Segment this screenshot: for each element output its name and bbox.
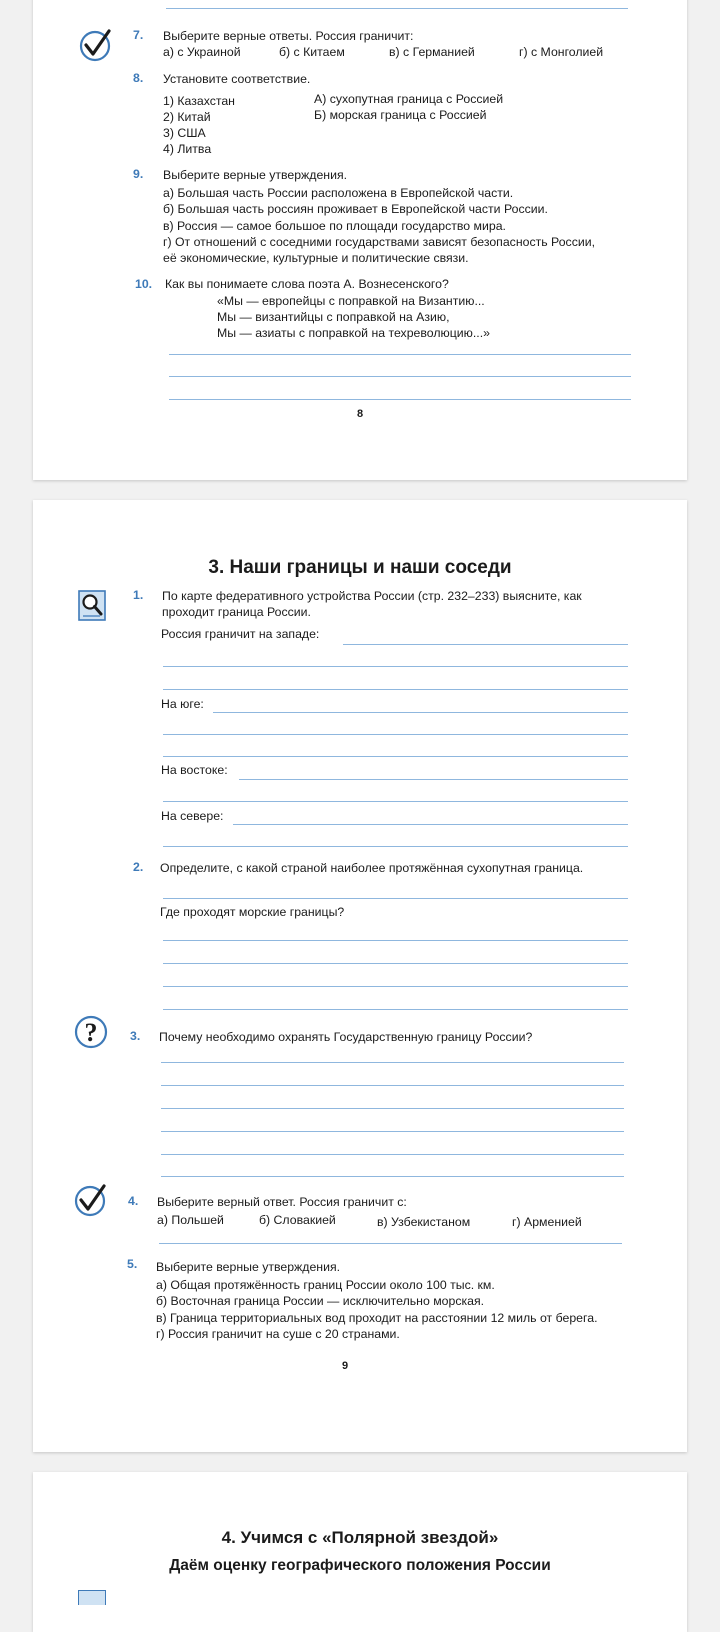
- question-circle-icon: [74, 1015, 108, 1049]
- answer-line[interactable]: [169, 399, 631, 400]
- prompt-east: На востоке:: [161, 763, 228, 777]
- checkmark-circle-icon: [73, 1182, 109, 1218]
- question-text: Как вы понимаете слова поэта А. Вознесенского?: [165, 277, 449, 291]
- question-number: 1.: [133, 588, 144, 602]
- question-text: Установите соответствие.: [163, 72, 311, 86]
- answer-line[interactable]: [161, 1131, 624, 1132]
- workbook-page-10: [33, 1472, 687, 1632]
- answer-option[interactable]: г) Арменией: [512, 1215, 582, 1229]
- match-left-item: 2) Китай: [163, 110, 211, 124]
- workbook-page-8: [33, 0, 687, 480]
- prompt-south: На юге:: [161, 697, 204, 711]
- answer-line[interactable]: [163, 986, 628, 987]
- poem-line: «Мы — европейцы с поправкой на Византию...: [217, 294, 485, 308]
- svg-text:?: ?: [84, 1018, 98, 1047]
- answer-option[interactable]: б) с Китаем: [279, 45, 345, 59]
- answer-line[interactable]: [159, 1243, 622, 1244]
- match-right-item: А) сухопутная граница с Россией: [314, 92, 504, 106]
- answer-line[interactable]: [163, 801, 628, 802]
- answer-line[interactable]: [163, 1009, 628, 1010]
- question-text: Определите, с какой страной наиболее протяжённая сухопутная граница.: [160, 861, 584, 875]
- match-left-item: 4) Литва: [163, 142, 212, 156]
- section-title: 3. Наши границы и наши соседи: [208, 557, 512, 578]
- question-text: Выберите верные утверждения.: [163, 168, 348, 182]
- statement[interactable]: г) От отношений с соседними государствами зависят безопасность России,: [163, 235, 595, 249]
- prompt-north: На севере:: [161, 809, 224, 823]
- question-subtext: Где проходят морские границы?: [160, 905, 345, 919]
- question-number: 8.: [133, 71, 144, 85]
- statement: её экономические, культурные и политические связи.: [163, 251, 469, 265]
- statement[interactable]: а) Общая протяжённость границ России около 100 тыс. км.: [156, 1278, 495, 1292]
- answer-line[interactable]: [161, 1154, 624, 1155]
- answer-line[interactable]: [169, 376, 631, 377]
- question-text: Выберите верные утверждения.: [156, 1260, 341, 1274]
- question-text: По карте федеративного устройства России (стр. 232–233) выясните, как: [162, 589, 582, 603]
- prompt-west: Россия граничит на западе:: [161, 627, 320, 641]
- poem-line: Мы — византийцы с поправкой на Азию,: [217, 310, 450, 324]
- statement[interactable]: а) Большая часть России расположена в Европейской части.: [163, 186, 514, 200]
- answer-line[interactable]: [213, 712, 628, 713]
- answer-option[interactable]: а) Польшей: [157, 1213, 224, 1227]
- answer-option[interactable]: г) с Монголией: [519, 45, 604, 59]
- answer-line[interactable]: [163, 689, 628, 690]
- answer-line[interactable]: [163, 666, 628, 667]
- match-right-item: Б) морская граница с Россией: [314, 108, 487, 122]
- question-text: Выберите верные ответы. Россия граничит:: [163, 29, 414, 43]
- answer-line[interactable]: [169, 354, 631, 355]
- answer-line[interactable]: [163, 734, 628, 735]
- match-left-item: 3) США: [163, 126, 206, 140]
- question-number: 10.: [135, 277, 153, 291]
- answer-line[interactable]: [166, 8, 628, 9]
- question-text: Выберите верный ответ. Россия граничит с:: [157, 1195, 407, 1209]
- answer-line[interactable]: [163, 898, 628, 899]
- answer-line[interactable]: [343, 644, 628, 645]
- map-icon: [78, 1590, 106, 1605]
- answer-line[interactable]: [239, 779, 628, 780]
- match-left-item: 1) Казахстан: [163, 94, 235, 108]
- checkmark-circle-icon: [78, 27, 114, 63]
- section-title: 4. Учимся с «Полярной звездой»: [221, 1528, 499, 1547]
- page-number: 8: [356, 408, 364, 420]
- answer-line[interactable]: [161, 1085, 624, 1086]
- answer-option[interactable]: а) с Украиной: [163, 45, 241, 59]
- question-number: 3.: [130, 1029, 141, 1043]
- answer-line[interactable]: [161, 1062, 624, 1063]
- answer-option[interactable]: в) Узбекистаном: [377, 1215, 471, 1229]
- statement[interactable]: б) Большая часть россиян проживает в Европейской части России.: [163, 202, 548, 216]
- answer-line[interactable]: [163, 756, 628, 757]
- answer-line[interactable]: [233, 824, 628, 825]
- answer-line[interactable]: [161, 1108, 624, 1109]
- answer-line[interactable]: [161, 1176, 624, 1177]
- question-number: 9.: [133, 167, 144, 181]
- question-number: 2.: [133, 860, 144, 874]
- question-text: проходит граница России.: [162, 605, 311, 619]
- answer-option[interactable]: в) с Германией: [389, 45, 475, 59]
- section-subtitle: Даём оценку географического положения России: [169, 1557, 551, 1574]
- statement[interactable]: г) Россия граничит на суше с 20 странами.: [156, 1327, 400, 1341]
- statement[interactable]: в) Россия — самое большое по площади государство мира.: [163, 219, 506, 233]
- question-number: 5.: [127, 1257, 138, 1271]
- magnifier-book-icon: [78, 590, 108, 622]
- statement[interactable]: б) Восточная граница России — исключительно морская.: [156, 1294, 485, 1308]
- workbook-page-9: [33, 500, 687, 1452]
- answer-line[interactable]: [163, 846, 628, 847]
- question-number: 7.: [133, 28, 144, 42]
- answer-line[interactable]: [163, 963, 628, 964]
- answer-line[interactable]: [163, 940, 628, 941]
- question-text: Почему необходимо охранять Государственную границу России?: [159, 1030, 533, 1044]
- statement[interactable]: в) Граница территориальных вод проходит на расстоянии 12 миль от берега.: [156, 1311, 598, 1325]
- page-number: 9: [341, 1360, 349, 1372]
- poem-line: Мы — азиаты с поправкой на техреволюцию...»: [217, 326, 490, 340]
- answer-option[interactable]: б) Словакией: [259, 1213, 336, 1227]
- question-number: 4.: [128, 1194, 139, 1208]
